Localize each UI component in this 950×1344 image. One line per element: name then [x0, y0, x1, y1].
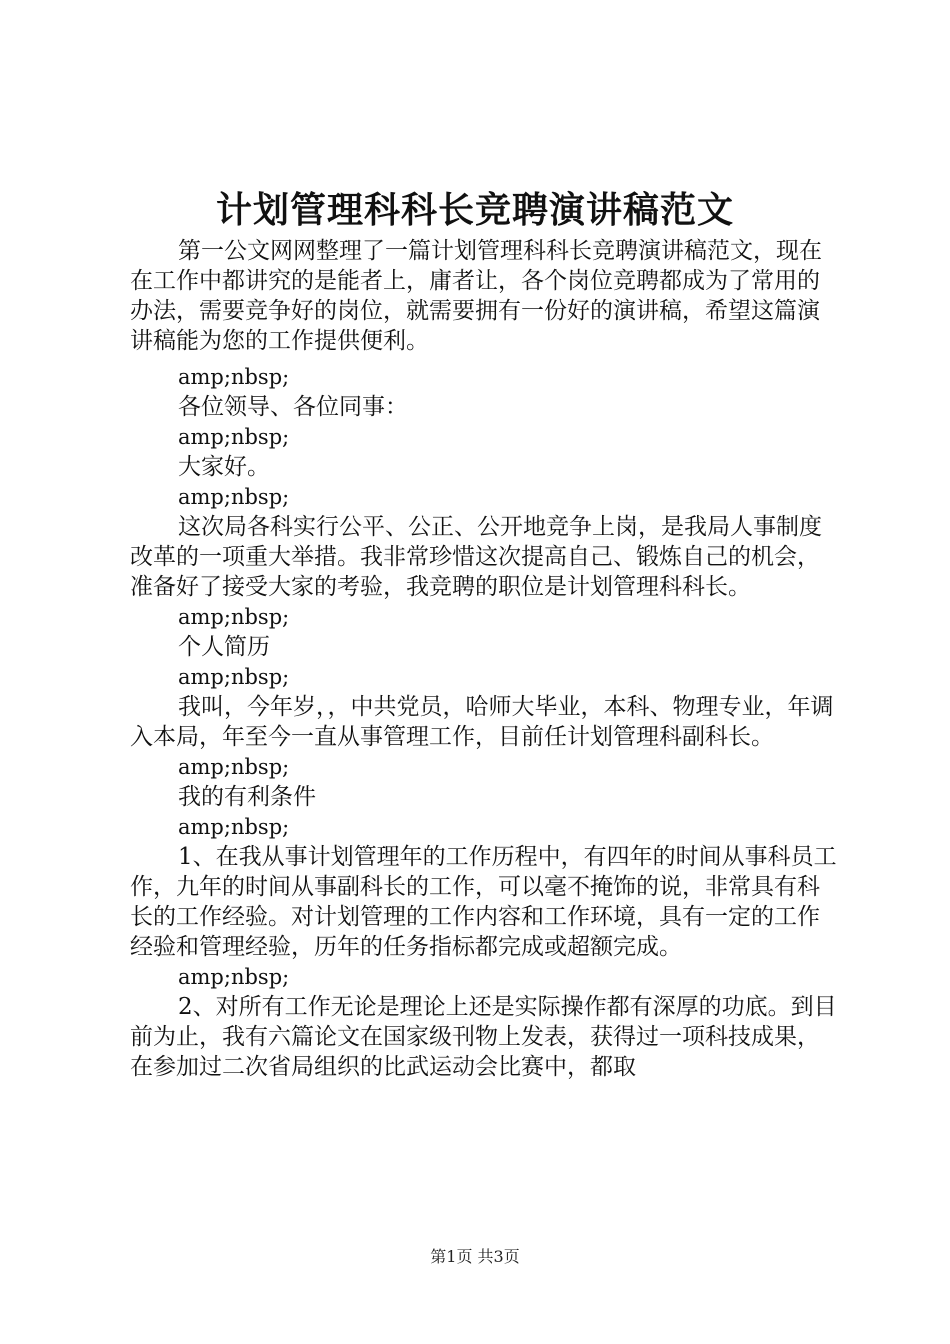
nbsp-line: amp;nbsp; [178, 665, 290, 689]
nbsp-line: amp;nbsp; [178, 755, 290, 779]
resume-paragraph: 我叫，今年岁，，中共党员，哈师大毕业，本科、物理专业，年调入本局，年至今一直从事管理工作，目前任计划管理科副科长。 [130, 694, 834, 750]
hello-line: 大家好。 [178, 454, 270, 480]
nbsp-line: amp;nbsp; [178, 605, 290, 629]
nbsp-line: amp;nbsp; [178, 485, 290, 509]
intro-paragraph: 第一公文网网整理了一篇计划管理科科长竞聘演讲稿范文，现在在工作中都讲究的是能者上，庸者让，各个岗位竞聘都成为了常用的办法，需要竞争好的岗位，就需要拥有一份好的演讲稿，希望这篇演讲稿能为您的工作提供便利。 [130, 238, 822, 354]
page-number: 第1页 共3页 [430, 1247, 520, 1266]
nbsp-line: amp;nbsp; [178, 425, 290, 449]
greeting-line: 各位领导、各位同事： [178, 394, 408, 420]
document-body [130, 236, 842, 1082]
point-two-paragraph: 2、对所有工作无论是理论上还是实际操作都有深厚的功底。到目前为止，我有六篇论文在国家级刊物上发表，获得过一项科技成果，在参加过二次省局组织的比武运动会比赛中，都取 [130, 994, 837, 1080]
nbsp-line: amp;nbsp; [178, 965, 290, 989]
conditions-heading: 我的有利条件 [178, 784, 316, 810]
point-one-paragraph: 1、在我从事计划管理年的工作历程中，有四年的时间从事科员工作，九年的时间从事副科长的工作，可以毫不掩饰的说，非常具有科长的工作经验。对计划管理的工作内容和工作环境，具有一定的工作经验和管理经验，历年的任务指标都完成或超额完成。 [130, 844, 837, 960]
reform-paragraph: 这次局各科实行公平、公正、公开地竞争上岗，是我局人事制度改革的一项重大举措。我非常珍惜这次提高自己、锻炼自己的机会，准备好了接受大家的考验，我竞聘的职位是计划管理科科长。 [130, 514, 822, 600]
nbsp-line: amp;nbsp; [178, 365, 290, 389]
document-title: 计划管理科科长竞聘演讲稿范文 [215, 189, 734, 231]
nbsp-line: amp;nbsp; [178, 815, 290, 839]
resume-heading: 个人简历 [178, 634, 270, 660]
